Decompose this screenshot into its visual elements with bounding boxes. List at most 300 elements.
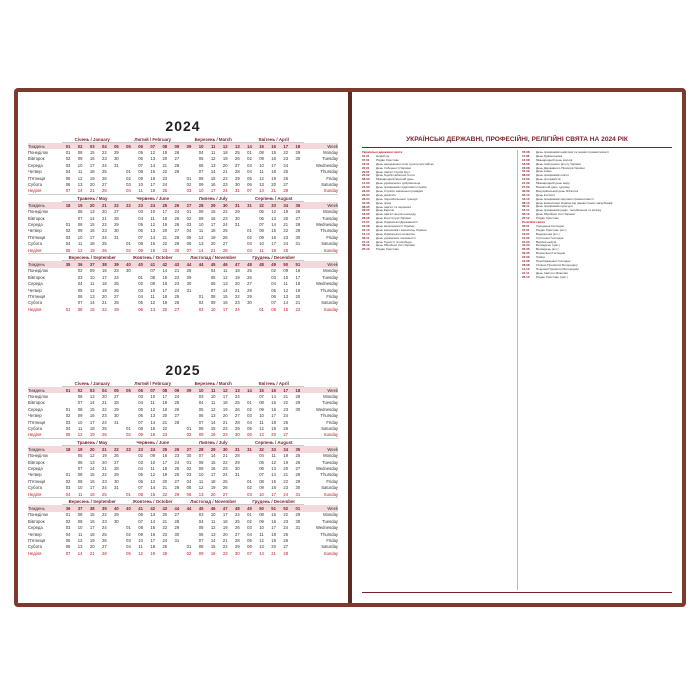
day-cell: [110, 492, 122, 497]
holidays-column-2: [522, 150, 672, 279]
day-cell: 31: [114, 162, 119, 168]
day-cell: 28: [295, 394, 301, 400]
day-cell: 05: [210, 274, 216, 280]
day-cell: 02: [247, 518, 252, 524]
weekday-label-en: Saturday: [321, 544, 338, 550]
holiday-date: 25.12: [522, 274, 530, 279]
week-number: 15: [259, 143, 264, 149]
day-cell: 04: [65, 169, 71, 175]
day-cell: 10: [138, 537, 143, 543]
weekday-label-en: Tuesday: [322, 518, 338, 524]
day-cell: 11: [259, 247, 264, 253]
holiday-date: 28.06: [362, 216, 370, 221]
day-cell: 18: [210, 478, 216, 484]
weekday-row: [28, 306, 338, 312]
day-cell: 05: [271, 287, 276, 293]
day-cell: 13: [77, 182, 83, 188]
day-cell: 12: [283, 287, 289, 293]
day-cell: 14: [271, 472, 276, 478]
day-cell: 02: [77, 268, 83, 274]
holiday-date: 16.10: [522, 196, 530, 201]
day-cell: 01: [247, 400, 252, 406]
day-cell: 15: [210, 209, 216, 215]
weekday-label-ua: П'ятниця: [28, 234, 46, 240]
day-cell: 14: [150, 485, 156, 491]
weekday-label-ua: Субота: [28, 426, 42, 432]
day-cell: 09: [198, 465, 204, 471]
weekday-row: [28, 162, 338, 168]
week-number: 35: [295, 202, 301, 208]
day-cell: 18: [89, 531, 95, 537]
column-divider: [517, 150, 518, 590]
holiday-date: 13.09: [522, 177, 530, 182]
day-cell: 07: [77, 465, 83, 471]
day-cell: 29: [235, 459, 240, 465]
holiday-date: 26.04: [362, 196, 370, 201]
day-cell: 26: [235, 156, 240, 162]
day-cell: 09: [77, 413, 83, 419]
day-cell: 22: [283, 228, 289, 234]
day-cell: 13: [89, 293, 95, 299]
weekday-label-ua: Середа: [28, 281, 43, 287]
day-cell: 04: [247, 169, 252, 175]
day-cell: 02: [65, 478, 71, 484]
day-cell: [183, 150, 195, 155]
holiday-text: Покрова Пресвятої Богородиці: [536, 266, 579, 271]
day-cell: 05: [198, 406, 204, 412]
day-cell: 25: [235, 150, 240, 156]
day-cell: 15: [89, 512, 95, 518]
day-cell: 08: [198, 459, 204, 465]
day-cell: 30: [114, 478, 119, 484]
week-number: 05: [114, 143, 119, 149]
day-cell: 05: [198, 156, 204, 162]
day-cell: 22: [101, 306, 107, 312]
weekday-label-en: Thursday: [320, 228, 338, 234]
week-label-en: Week: [327, 143, 338, 149]
holiday-date: 09.11: [522, 204, 530, 209]
holiday-text: Міжнародний день миру: [536, 181, 570, 186]
day-cell: 21: [162, 485, 168, 491]
day-cell: 02: [126, 432, 131, 438]
day-cell: 28: [295, 221, 301, 227]
day-cell: 23: [222, 550, 228, 556]
day-cell: 31: [235, 188, 240, 194]
day-cell: 14: [210, 419, 216, 425]
day-cell: [110, 432, 122, 437]
weekday-label-ua: Четвер: [28, 287, 42, 293]
day-cell: 13: [150, 512, 156, 518]
day-cell: 23: [283, 485, 289, 491]
day-cell: 23: [162, 175, 168, 181]
day-cell: 18: [235, 268, 240, 274]
holiday-text: День Святого Миколая: [536, 270, 568, 275]
day-cell: 02: [186, 550, 192, 556]
day-cell: 10: [150, 209, 156, 215]
week-number: 35: [295, 446, 301, 452]
day-cell: [231, 479, 243, 484]
day-cell: 10: [259, 413, 264, 419]
day-cell: 30: [186, 453, 192, 459]
weekday-label-en: Wednesday: [315, 525, 338, 531]
day-cell: 17: [162, 287, 168, 293]
day-cell: 22: [162, 241, 168, 247]
day-cell: [122, 156, 134, 161]
day-cell: 18: [222, 518, 228, 524]
day-cell: 15: [271, 400, 276, 406]
day-cell: 03: [126, 537, 131, 543]
day-cell: [183, 525, 195, 530]
day-cell: 15: [283, 306, 289, 312]
day-cell: 11: [259, 419, 264, 425]
day-cell: 08: [198, 209, 204, 215]
day-cell: [122, 466, 134, 471]
day-cell: 27: [174, 228, 180, 234]
day-cell: 28: [114, 215, 119, 221]
day-cell: [183, 169, 195, 174]
day-cell: 21: [174, 268, 180, 274]
day-cell: 06: [65, 544, 71, 550]
day-cell: 30: [295, 406, 301, 412]
weekday-label-ua: Середа: [28, 162, 43, 168]
week-number: 11: [210, 143, 216, 149]
day-cell: 30: [235, 182, 240, 188]
day-cell: 24: [162, 537, 168, 543]
day-cell: 26: [247, 274, 252, 280]
day-cell: [195, 288, 207, 293]
day-cell: 10: [259, 525, 264, 531]
day-cell: [243, 209, 255, 214]
day-cell: 27: [295, 215, 301, 221]
day-cell: 02: [186, 432, 192, 438]
day-cell: 08: [138, 491, 143, 497]
week-number: 49: [271, 261, 276, 267]
day-cell: 30: [247, 300, 252, 306]
day-cell: 16: [210, 550, 216, 556]
day-cell: [292, 532, 304, 537]
week-number: 45: [198, 505, 204, 511]
day-cell: 14: [77, 550, 83, 556]
day-cell: [256, 268, 268, 273]
day-cell: 13: [210, 413, 216, 419]
day-cell: 07: [259, 394, 264, 400]
day-cell: 17: [271, 241, 276, 247]
week-number: 01: [65, 387, 71, 393]
day-cell: [292, 420, 304, 425]
day-cell: 18: [89, 426, 95, 432]
holiday-text: День Конституції України: [376, 216, 411, 221]
weekday-label-en: Monday: [323, 150, 338, 156]
week-number: 52: [283, 505, 289, 511]
quarter-block: [28, 136, 338, 194]
day-cell: 20: [271, 544, 276, 550]
day-cell: [171, 188, 183, 193]
holiday-text: День Чорнобильської трагедії: [376, 196, 418, 201]
weekday-label-ua: Понеділок: [28, 453, 48, 459]
day-cell: 15: [271, 478, 276, 484]
holiday-text: День знань: [536, 169, 552, 174]
week-number: 18: [295, 387, 301, 393]
day-cell: [183, 519, 195, 524]
day-cell: 29: [295, 150, 301, 156]
day-cell: 17: [210, 472, 216, 478]
day-cell: 21: [235, 287, 240, 293]
month-name: Листопад / November: [183, 498, 244, 505]
day-cell: 15: [271, 228, 276, 234]
day-cell: [122, 163, 134, 168]
day-cell: 16: [89, 478, 95, 484]
day-cell: 16: [210, 465, 216, 471]
day-cell: [292, 432, 304, 437]
day-cell: 24: [101, 234, 107, 240]
day-cell: 12: [77, 175, 83, 181]
holiday-date: 05.01: [522, 223, 530, 228]
day-cell: 23: [101, 413, 107, 419]
week-number: 30: [222, 446, 228, 452]
week-number: 22: [114, 446, 119, 452]
weekday-label-en: Sunday: [323, 550, 338, 556]
holiday-text: Водохреща (юл.): [536, 231, 560, 236]
weekday-label-ua: Субота: [28, 241, 42, 247]
month-name: Вересень / September: [62, 254, 123, 261]
day-cell: 24: [283, 491, 289, 497]
day-cell: 16: [101, 268, 107, 274]
day-cell: 30: [186, 281, 192, 287]
holiday-date: 14.10: [362, 231, 370, 236]
day-cell: 18: [150, 544, 156, 550]
day-cell: 18: [150, 188, 156, 194]
day-cell: 25: [101, 169, 107, 175]
day-cell: 08: [259, 228, 264, 234]
day-cell: [292, 413, 304, 418]
weekday-label-ua: Субота: [28, 300, 42, 306]
weekday-label-ua: Вівторок: [28, 156, 45, 162]
day-cell: [183, 307, 195, 312]
day-cell: 18: [89, 241, 95, 247]
day-cell: 18: [271, 419, 276, 425]
day-cell: 16: [89, 156, 95, 162]
week-number: 14: [247, 387, 252, 393]
day-cell: 03: [138, 287, 143, 293]
day-cell: [243, 453, 255, 458]
day-cell: 10: [198, 188, 204, 194]
day-cell: 28: [114, 400, 119, 406]
week-number: 09: [174, 387, 180, 393]
day-cell: 02: [247, 485, 252, 491]
weekday-label-en: Saturday: [321, 182, 338, 188]
day-cell: 23: [162, 247, 168, 253]
right-page-holidays: [352, 92, 682, 603]
day-cell: 06: [138, 156, 143, 162]
weekday-label-en: Thursday: [320, 472, 338, 478]
day-cell: 14: [77, 188, 83, 194]
day-cell: 12: [198, 485, 204, 491]
day-cell: 15: [89, 221, 95, 227]
day-cell: 08: [259, 400, 264, 406]
day-cell: 26: [174, 472, 180, 478]
weekday-label-ua: Середа: [28, 525, 43, 531]
day-cell: [171, 432, 183, 437]
day-cell: 03: [65, 234, 71, 240]
day-cell: 26: [162, 550, 168, 556]
day-cell: 11: [77, 531, 83, 537]
day-cell: 21: [283, 472, 289, 478]
day-cell: 18: [162, 293, 168, 299]
week-number: 23: [138, 446, 143, 452]
week-number: 12: [222, 387, 228, 393]
day-cell: 19: [89, 432, 95, 438]
weekday-row: [28, 406, 338, 412]
weekday-label-en: Sunday: [323, 432, 338, 438]
holiday-date: 09.05: [522, 251, 530, 256]
day-cell: 13: [89, 459, 95, 465]
day-cell: 22: [101, 472, 107, 478]
day-cell: 22: [222, 459, 228, 465]
day-cell: 07: [198, 537, 204, 543]
day-cell: 29: [295, 478, 301, 484]
weekday-label-ua: Неділя: [28, 432, 42, 438]
weekday-label-en: Friday: [326, 537, 338, 543]
day-cell: 22: [162, 525, 168, 531]
week-number: 19: [77, 446, 83, 452]
bottom-divider: [362, 592, 672, 593]
day-cell: [256, 275, 268, 280]
day-cell: 02: [271, 268, 276, 274]
weekday-row: [28, 287, 338, 293]
day-cell: 19: [162, 221, 168, 227]
day-cell: 27: [283, 182, 289, 188]
holiday-date: 25.12: [522, 216, 530, 221]
day-cell: 04: [198, 400, 204, 406]
day-cell: 12: [150, 300, 156, 306]
day-cell: 23: [101, 518, 107, 524]
day-cell: 06: [259, 215, 264, 221]
day-cell: 13: [198, 491, 204, 497]
holiday-date: 12.08: [522, 157, 530, 162]
day-cell: 19: [295, 287, 301, 293]
day-cell: 17: [162, 209, 168, 215]
day-cell: [231, 492, 243, 497]
day-cell: 21: [101, 300, 107, 306]
day-cell: [110, 532, 122, 537]
day-cell: 20: [162, 413, 168, 419]
day-cell: 30: [295, 518, 301, 524]
day-cell: 25: [235, 518, 240, 524]
day-cell: 27: [235, 413, 240, 419]
day-cell: [171, 544, 183, 549]
day-cell: 30: [295, 234, 301, 240]
week-number: 37: [77, 505, 83, 511]
day-cell: 03: [247, 491, 252, 497]
week-number: 43: [174, 261, 180, 267]
day-cell: [243, 460, 255, 465]
day-cell: 11: [198, 228, 204, 234]
week-number: 11: [210, 387, 216, 393]
day-cell: 05: [247, 426, 252, 432]
day-cell: 10: [198, 221, 204, 227]
day-cell: 04: [259, 453, 264, 459]
day-cell: 05: [65, 247, 71, 253]
day-cell: 25: [222, 228, 228, 234]
day-cell: 30: [235, 215, 240, 221]
day-cell: 16: [150, 531, 156, 537]
day-cell: 15: [162, 274, 168, 280]
month-name: Березень / March: [183, 380, 244, 387]
weekday-label-en: Monday: [323, 268, 338, 274]
weekday-label-ua: Неділя: [28, 306, 42, 312]
day-cell: 29: [235, 426, 240, 432]
day-cell: 08: [138, 525, 143, 531]
day-cell: 24: [283, 241, 289, 247]
day-cell: 06: [77, 459, 83, 465]
week-number-row: [28, 143, 338, 149]
day-cell: [122, 235, 134, 240]
week-number: 03: [89, 143, 95, 149]
day-cell: 12: [150, 472, 156, 478]
day-cell: 11: [138, 544, 143, 550]
day-cell: 30: [235, 432, 240, 438]
week-number-row: [28, 505, 338, 511]
day-cell: 30: [235, 550, 240, 556]
day-cell: 21: [271, 188, 276, 194]
month-name: Червень / June: [123, 195, 184, 202]
holiday-date: 16.01: [362, 161, 370, 166]
day-cell: 18: [222, 150, 228, 156]
quarter-block: [28, 497, 338, 556]
weekday-label-en: Wednesday: [315, 406, 338, 412]
day-cell: 09: [198, 432, 204, 438]
day-cell: [171, 182, 183, 187]
day-cell: 28: [283, 188, 289, 194]
day-cell: 25: [174, 400, 180, 406]
day-cell: 20: [210, 241, 216, 247]
day-cell: 30: [174, 247, 180, 253]
week-number: 34: [283, 202, 289, 208]
day-cell: 03: [271, 274, 276, 280]
day-cell: 06: [65, 182, 71, 188]
week-label-ua: Тиждень: [28, 261, 45, 267]
day-cell: 20: [271, 432, 276, 438]
holiday-text: День Європи: [376, 208, 395, 213]
holidays-title: УКРАЇНСЬКІ ДЕРЖАВНІ, ПРОФЕСІЙНІ, РЕЛІГІЙНІ СВЯТА НА 2024 РІК: [406, 136, 628, 143]
day-cell: [122, 394, 134, 399]
month-name: Листопад / November: [183, 254, 244, 261]
day-cell: 26: [283, 426, 289, 432]
day-cell: 30: [174, 531, 180, 537]
day-cell: [183, 394, 195, 399]
day-cell: 02: [186, 215, 192, 221]
week-number: 42: [150, 505, 156, 511]
day-cell: 23: [174, 281, 180, 287]
week-number: 30: [222, 202, 228, 208]
day-cell: 22: [222, 209, 228, 215]
holiday-text: Міжнародний жіночий день: [376, 177, 414, 182]
day-cell: 11: [150, 465, 155, 471]
day-cell: 04: [138, 465, 143, 471]
holiday-date: 29.01: [362, 169, 370, 174]
day-cell: 08: [259, 478, 264, 484]
holiday-text: День працівників культури: [536, 204, 573, 209]
day-cell: 28: [235, 537, 240, 543]
holiday-date: 05.08: [522, 149, 530, 154]
week-number: 37: [89, 261, 95, 267]
day-cell: 22: [174, 274, 180, 280]
week-number: 25: [162, 202, 168, 208]
year-title: 2025: [165, 362, 201, 378]
month-name: Вересень / September: [62, 498, 123, 505]
day-cell: 25: [247, 268, 252, 274]
day-cell: 17: [89, 419, 95, 425]
